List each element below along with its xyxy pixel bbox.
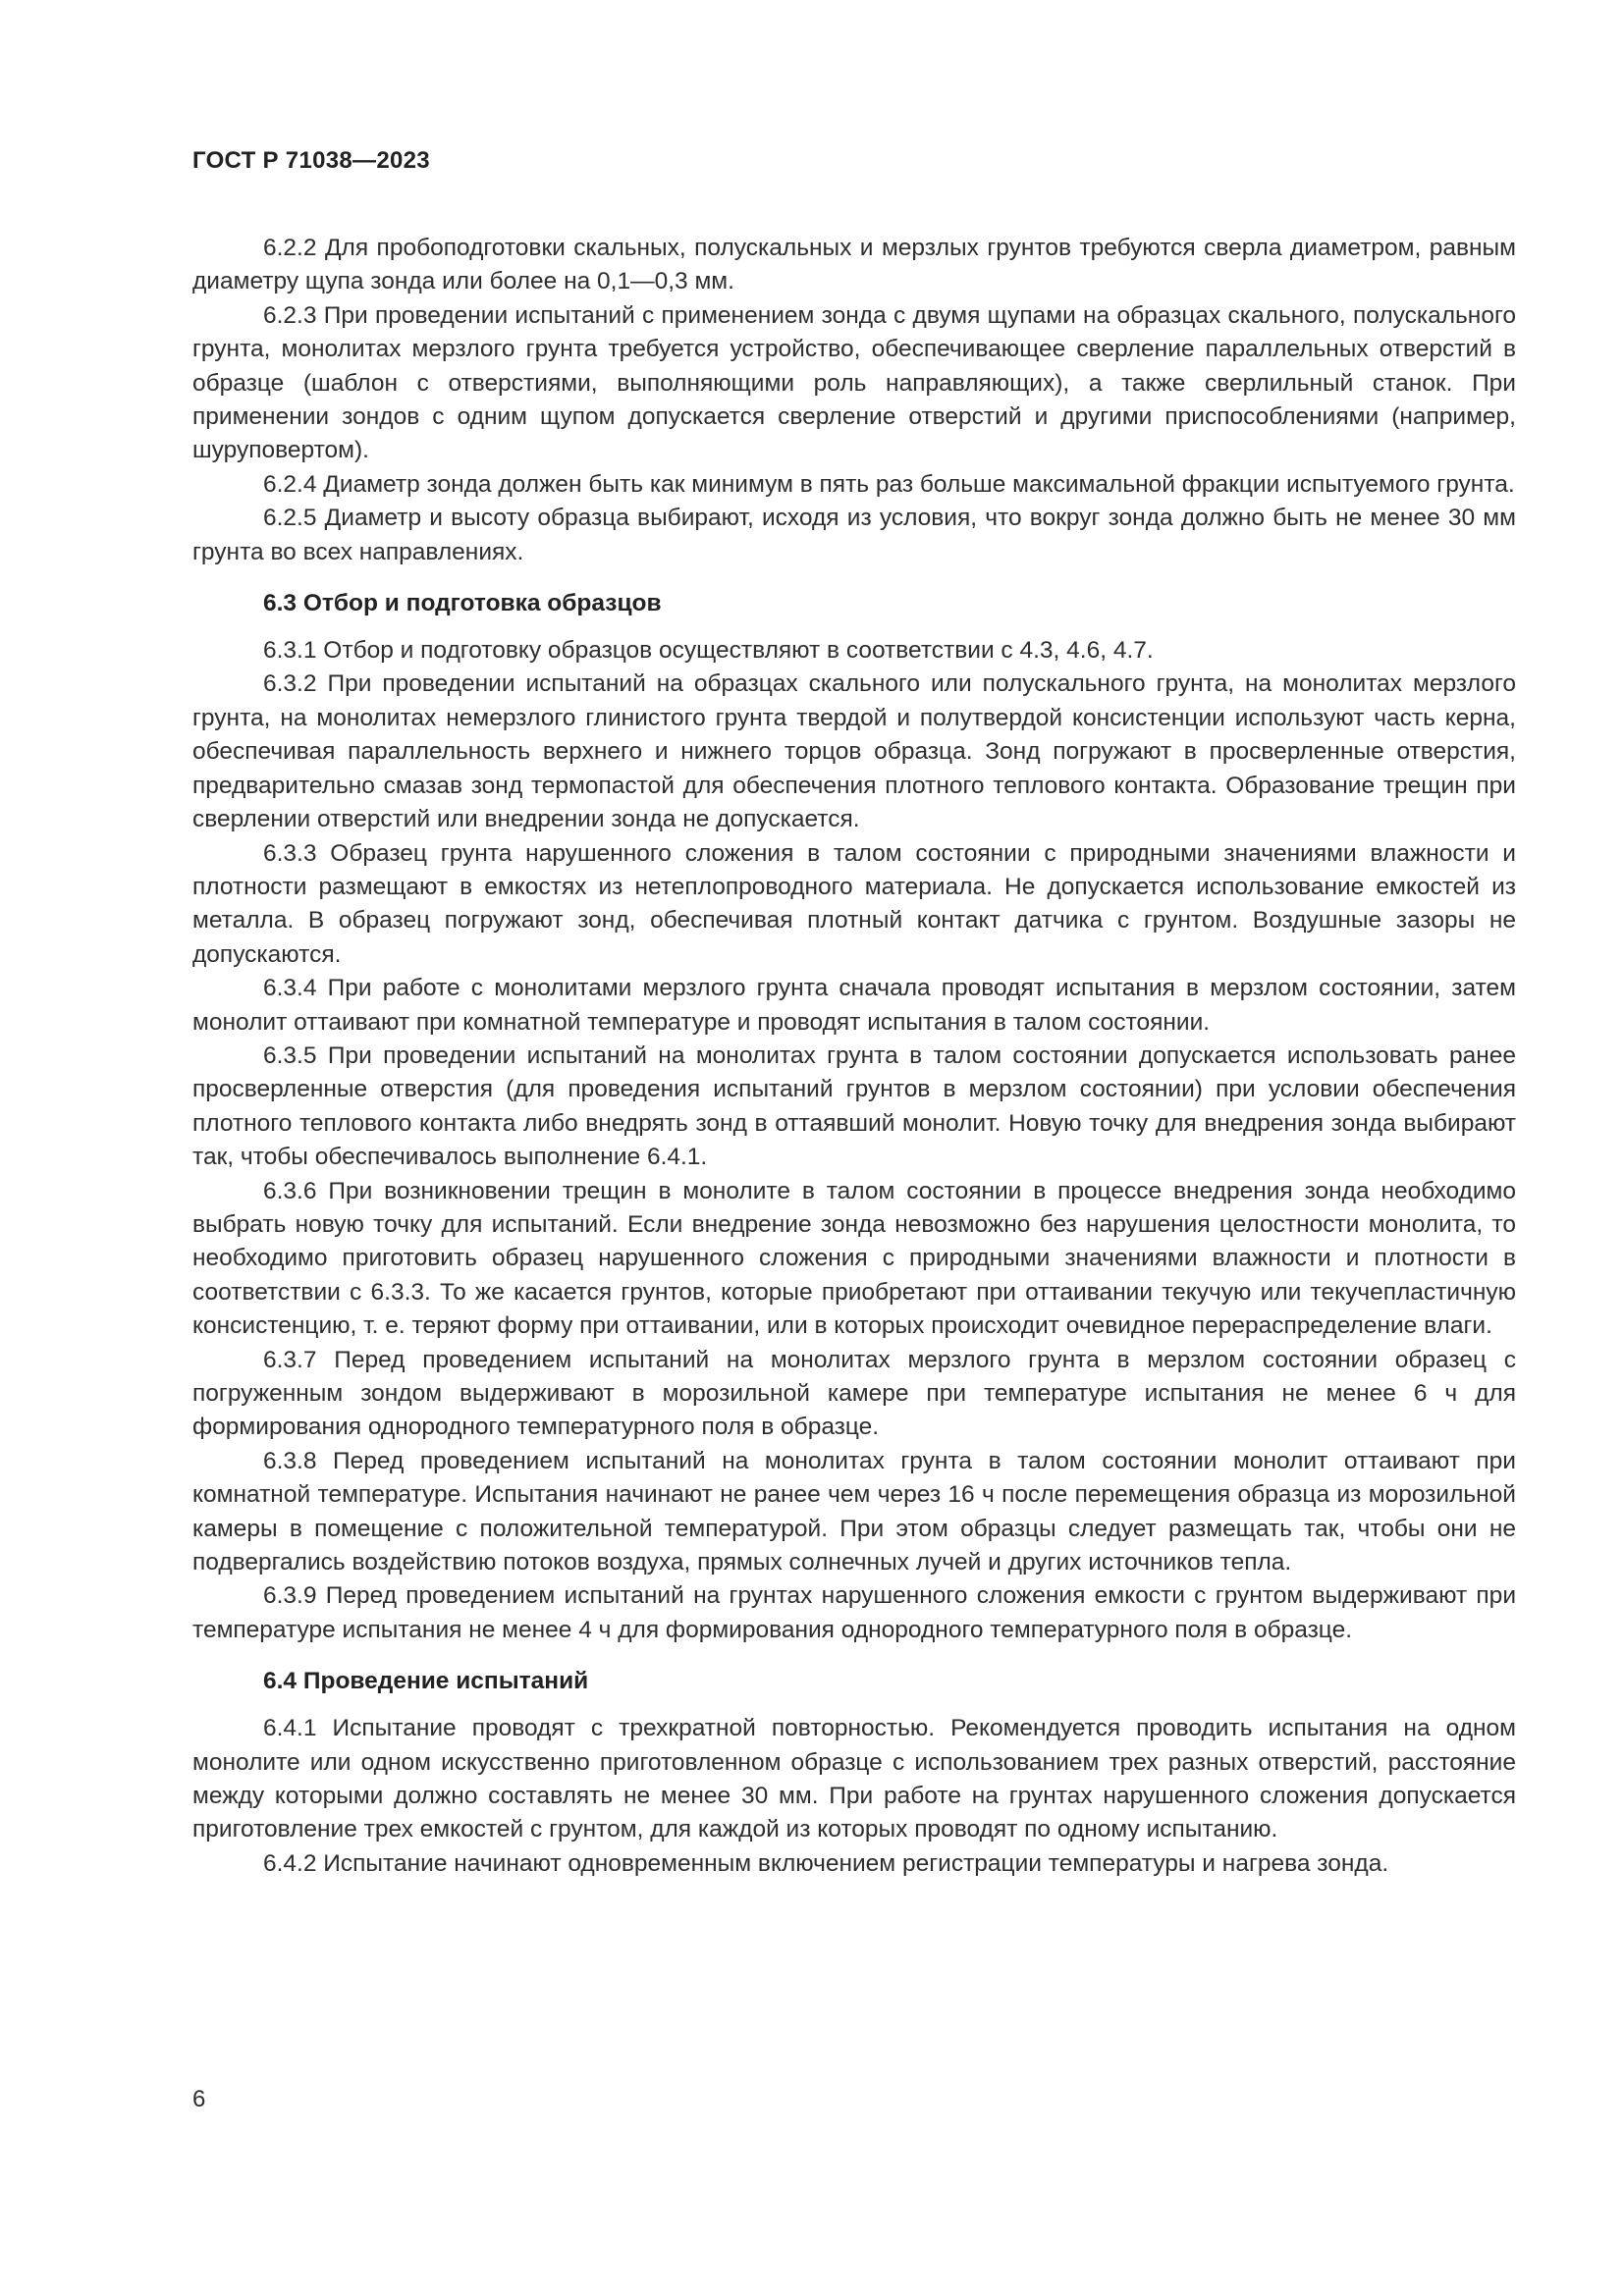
paragraph-6-3-2: 6.3.2 При проведении испытаний на образцах скального или полускального грунта, на монолитах мерзлого грунта, на монолитах немерзлого глинистого грунта твердой и полутвердой консистенции используют часть керна, обеспечивая параллельность верхнего и нижнего торцов образца. Зонд погружают в просверленные отверстия, предварительно смазав зонд термопастой для обеспечения плотного теплового контакта. Образование трещин при сверлении отверстий или внедрении зонда не допускается. xyxy=(192,670,1516,833)
paragraph-6-3-9: 6.3.9 Перед проведением испытаний на грунтах нарушенного сложения емкости с грунтом выдерживают при температуре испытания не менее 4 ч для формирования однородного температурного поля в образце. xyxy=(192,1582,1516,1643)
page-number: 6 xyxy=(192,2086,206,2112)
section-title-6-4: 6.4 Проведение испытаний xyxy=(263,1668,589,1695)
document-header: ГОСТ Р 71038—2023 xyxy=(192,147,430,174)
paragraph-6-3-7: 6.3.7 Перед проведением испытаний на монолитах мерзлого грунта в мерзлом состоянии образец с погруженным зондом выдерживают в морозильной камере при температуре испытания не менее 6 ч для формирования однородного температурного поля в образце. xyxy=(192,1346,1516,1441)
section-title-6-3: 6.3 Отбор и подготовка образцов xyxy=(263,590,662,617)
paragraph-6-3-1: 6.3.1 Отбор и подготовку образцов осуществляют в соответствии с 4.3, 4.6, 4.7. xyxy=(263,637,1154,665)
paragraph-6-2-3: 6.2.3 При проведении испытаний с применением зонда с двумя щупами на образцах скального, полускального грунта, монолитах мерзлого грунта требуется устройство, обеспечивающее сверление параллельных отверстий в образце (шаблон с отверстиями, выполняющими роль направляющих), а также сверлильный станок. При применении зондов с одним щупом допускается сверление отверстий и другими приспособлениями (например, шуруповертом). xyxy=(192,301,1516,464)
paragraph-6-2-2: 6.2.2 Для пробоподготовки скальных, полускальных и мерзлых грунтов требуются сверла диаметром, равным диаметру щупа зонда или более на 0,1—0,3 мм. xyxy=(192,235,1516,295)
paragraph-6-2-4: 6.2.4 Диаметр зонда должен быть как минимум в пять раз больше максимальной фракции испытуемого грунта. xyxy=(263,470,1515,498)
paragraph-6-3-5: 6.3.5 При проведении испытаний на монолитах грунта в талом состоянии допускается использовать ранее просверленные отверстия (для проведения испытаний грунтов в мерзлом состоянии) при условии обеспечения плотного теплового контакта либо внедрять зонд в оттаявший монолит. Новую точку для внедрения зонда выбирают так, чтобы обеспечивалось выполнение 6.4.1. xyxy=(192,1041,1516,1171)
paragraph-6-4-2: 6.4.2 Испытание начинают одновременным включением регистрации температуры и нагрева зонда. xyxy=(263,1849,1389,1877)
paragraph-6-3-6: 6.3.6 При возникновении трещин в монолите в талом состоянии в процессе внедрения зонда необходимо выбрать новую точку для испытаний. Если внедрение зонда невозможно без нарушения целостности монолита, то необходимо приготовить образец нарушенного сложения с природными значениями влажности и плотности в соответствии с 6.3.3. То же касается грунтов, которые приобретают при оттаивании текучую или текучепластичную консистенцию, т. е. теряют форму при оттаивании, или в которых происходит очевидное перераспределение влаги. xyxy=(192,1177,1516,1340)
paragraph-6-3-8: 6.3.8 Перед проведением испытаний на монолитах грунта в талом состоянии монолит оттаивают при комнатной температуре. Испытания начинают не ранее чем через 16 ч после перемещения образца из морозильной камеры в помещение с положительной температурой. При этом образцы следует размещать так, чтобы они не подвергались воздействию потоков воздуха, прямых солнечных лучей и других источников тепла. xyxy=(192,1447,1516,1576)
paragraph-6-3-3: 6.3.3 Образец грунта нарушенного сложения в талом состоянии с природными значениями влажности и плотности размещают в емкостях из нетеплопроводного материала. Не допускается использование емкостей из металла. В образец погружают зонд, обеспечивая плотный контакт датчика с грунтом. Воздушные зазоры не допускаются. xyxy=(192,839,1516,968)
paragraph-6-4-1: 6.4.1 Испытание проводят с трехкратной повторностью. Рекомендуется проводить испытания на одном монолите или одном искусственно приготовленном образце с использованием трех разных отверстий, расстояние между которыми должно составлять не менее 30 мм. При работе на грунтах нарушенного сложения допускается приготовление трех емкостей с грунтом, для каждой из которых проводят по одному испытанию. xyxy=(192,1715,1516,1843)
document-page xyxy=(192,147,1516,1881)
paragraph-6-2-5: 6.2.5 Диаметр и высоту образца выбирают, исходя из условия, что вокруг зонда должно быть не менее 30 мм грунта во всех направлениях. xyxy=(192,505,1516,565)
paragraph-6-3-4: 6.3.4 При работе с монолитами мерзлого грунта сначала проводят испытания в мерзлом состоянии, затем монолит оттаивают при комнатной температуре и проводят испытания в талом состоянии. xyxy=(192,975,1516,1036)
